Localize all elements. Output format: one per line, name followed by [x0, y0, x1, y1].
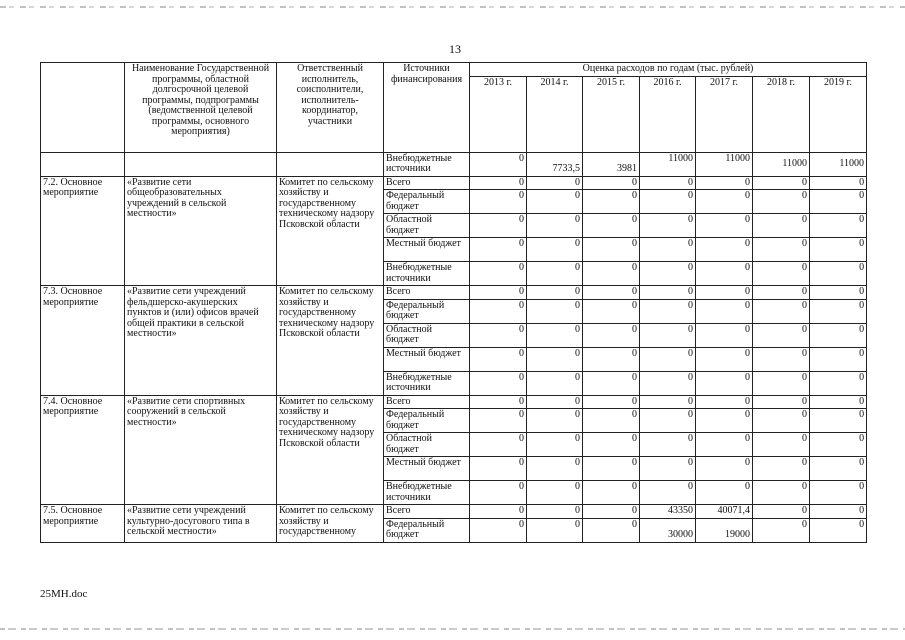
- header-col-executor: Ответственный исполнитель, соисполнители, исполнитель-координатор, участники: [277, 63, 384, 153]
- value-cell: 0: [527, 238, 583, 262]
- value-cell: 0: [753, 286, 810, 300]
- source-label: Внебюджетные источники: [384, 262, 470, 286]
- measure-executor: Комитет по сельскому хозяйству и государственному техническому надзору Псковской области: [277, 286, 384, 396]
- value-cell: 0: [640, 457, 696, 481]
- measure-title: «Развитие сети общеобразовательных учреждений в сельской местности»: [125, 176, 277, 286]
- value-cell: 0: [810, 457, 867, 481]
- value-cell: 0: [696, 347, 753, 371]
- value-cell: 0: [583, 299, 640, 323]
- measure-code: 7.2. Основное мероприятие: [41, 176, 125, 286]
- value-cell: 0: [640, 409, 696, 433]
- value-cell: 0: [696, 214, 753, 238]
- value-cell: 7733,5: [527, 152, 583, 176]
- value-cell: 0: [470, 481, 527, 505]
- value-cell: 0: [810, 481, 867, 505]
- value-cell: 0: [753, 518, 810, 542]
- value-cell: 0: [470, 347, 527, 371]
- value-cell: 0: [527, 176, 583, 190]
- budget-table: [40, 62, 867, 543]
- source-label: Областной бюджет: [384, 323, 470, 347]
- value-cell: 0: [753, 262, 810, 286]
- measure-code: 7.3. Основное мероприятие: [41, 286, 125, 396]
- value-cell: 0: [810, 262, 867, 286]
- measure-executor: Комитет по сельскому хозяйству и государственному: [277, 505, 384, 543]
- value-cell: 0: [583, 347, 640, 371]
- value-cell: 0: [470, 190, 527, 214]
- measure-title: «Развитие сети спортивных сооружений в сельской местности»: [125, 395, 277, 505]
- value-cell: 0: [527, 286, 583, 300]
- value-cell: 0: [470, 176, 527, 190]
- value-cell: 0: [583, 176, 640, 190]
- value-cell: 0: [470, 395, 527, 409]
- value-cell: 0: [583, 395, 640, 409]
- value-cell: 0: [696, 433, 753, 457]
- value-cell: 0: [527, 457, 583, 481]
- value-cell: 0: [810, 176, 867, 190]
- value-cell: 0: [583, 505, 640, 519]
- value-cell: 0: [810, 190, 867, 214]
- header-col-sources: Источники финансирования: [384, 63, 470, 153]
- value-cell: 0: [696, 238, 753, 262]
- table-row: [41, 176, 867, 190]
- value-cell: 0: [470, 371, 527, 395]
- value-cell: 0: [583, 433, 640, 457]
- value-cell: 43350: [640, 505, 696, 519]
- value-cell: 0: [470, 505, 527, 519]
- source-label: Всего: [384, 505, 470, 519]
- value-cell: 0: [753, 433, 810, 457]
- source-label: Внебюджетные источники: [384, 481, 470, 505]
- table-row: [41, 286, 867, 300]
- value-cell: 0: [696, 323, 753, 347]
- value-cell: 0: [470, 323, 527, 347]
- value-cell: 3981: [583, 152, 640, 176]
- value-cell: 0: [810, 347, 867, 371]
- source-label: Внебюджетные источники: [384, 152, 470, 176]
- value-cell: 0: [470, 238, 527, 262]
- value-cell: 0: [810, 505, 867, 519]
- header-expense-group: Оценка расходов по годам (тыс. рублей): [470, 63, 867, 77]
- value-cell: 0: [583, 286, 640, 300]
- value-cell: 0: [640, 299, 696, 323]
- scan-edge-bottom: [0, 628, 905, 630]
- value-cell: 0: [640, 395, 696, 409]
- value-cell: 0: [640, 323, 696, 347]
- value-cell: 0: [696, 457, 753, 481]
- value-cell: 0: [696, 371, 753, 395]
- value-cell: 0: [527, 481, 583, 505]
- value-cell: 0: [527, 409, 583, 433]
- value-cell: 0: [753, 457, 810, 481]
- value-cell: 0: [753, 190, 810, 214]
- value-cell: 0: [527, 395, 583, 409]
- value-cell: 0: [810, 409, 867, 433]
- header-row-top: [41, 63, 867, 77]
- source-label: Областной бюджет: [384, 433, 470, 457]
- value-cell: 0: [583, 214, 640, 238]
- value-cell: 0: [753, 299, 810, 323]
- source-label: Местный бюджет: [384, 457, 470, 481]
- value-cell: 0: [527, 371, 583, 395]
- value-cell: 0: [527, 299, 583, 323]
- value-cell: 0: [810, 323, 867, 347]
- value-cell: 0: [583, 518, 640, 542]
- value-cell: 0: [810, 214, 867, 238]
- value-cell: 0: [527, 347, 583, 371]
- value-cell: 0: [470, 299, 527, 323]
- value-cell: 0: [527, 505, 583, 519]
- value-cell: 40071,4: [696, 505, 753, 519]
- value-cell: 11000: [640, 152, 696, 176]
- value-cell: 0: [583, 238, 640, 262]
- value-cell: 0: [470, 409, 527, 433]
- value-cell: 0: [527, 262, 583, 286]
- header-year: 2015 г.: [583, 76, 640, 152]
- value-cell: 0: [810, 518, 867, 542]
- value-cell: 0: [696, 481, 753, 505]
- value-cell: 0: [696, 176, 753, 190]
- value-cell: 0: [753, 214, 810, 238]
- value-cell: 0: [696, 262, 753, 286]
- value-cell: 0: [810, 286, 867, 300]
- value-cell: 0: [527, 323, 583, 347]
- measure-title: «Развитие сети учреждений культурно-досугового типа в сельской местности»: [125, 505, 277, 543]
- value-cell: 0: [810, 433, 867, 457]
- source-label: Всего: [384, 176, 470, 190]
- value-cell: 0: [810, 371, 867, 395]
- value-cell: 0: [640, 433, 696, 457]
- value-cell: 11000: [696, 152, 753, 176]
- value-cell: 0: [640, 262, 696, 286]
- value-cell: 0: [470, 152, 527, 176]
- empty-cell: [41, 152, 125, 176]
- source-label: Федеральный бюджет: [384, 409, 470, 433]
- value-cell: 0: [753, 371, 810, 395]
- value-cell: 0: [810, 395, 867, 409]
- header-year: 2017 г.: [696, 76, 753, 152]
- value-cell: 30000: [640, 518, 696, 542]
- value-cell: 0: [753, 505, 810, 519]
- value-cell: 0: [753, 481, 810, 505]
- source-label: Внебюджетные источники: [384, 371, 470, 395]
- value-cell: 0: [640, 176, 696, 190]
- value-cell: 0: [753, 176, 810, 190]
- value-cell: 0: [696, 286, 753, 300]
- value-cell: 0: [640, 347, 696, 371]
- value-cell: 0: [470, 262, 527, 286]
- value-cell: 0: [583, 190, 640, 214]
- value-cell: 0: [640, 190, 696, 214]
- value-cell: 0: [527, 518, 583, 542]
- value-cell: 0: [583, 481, 640, 505]
- value-cell: 0: [470, 518, 527, 542]
- value-cell: 0: [583, 262, 640, 286]
- footer-filename: 25МН.doc: [40, 588, 88, 600]
- page-number: 13: [449, 42, 461, 56]
- source-label: Областной бюджет: [384, 214, 470, 238]
- value-cell: 0: [470, 286, 527, 300]
- value-cell: 0: [640, 286, 696, 300]
- source-label: Всего: [384, 286, 470, 300]
- value-cell: 0: [527, 214, 583, 238]
- empty-cell: [277, 152, 384, 176]
- table-row-carry: [41, 152, 867, 176]
- measure-code: 7.5. Основное мероприятие: [41, 505, 125, 543]
- table-row: [41, 395, 867, 409]
- value-cell: 0: [696, 299, 753, 323]
- source-label: Федеральный бюджет: [384, 518, 470, 542]
- measure-executor: Комитет по сельскому хозяйству и государственному техническому надзору Псковской области: [277, 176, 384, 286]
- value-cell: 0: [583, 457, 640, 481]
- value-cell: 0: [470, 433, 527, 457]
- measure-executor: Комитет по сельскому хозяйству и государственному техническому надзору Псковской области: [277, 395, 384, 505]
- empty-cell: [125, 152, 277, 176]
- value-cell: 0: [640, 214, 696, 238]
- value-cell: 0: [640, 371, 696, 395]
- value-cell: 0: [810, 238, 867, 262]
- value-cell: 0: [753, 409, 810, 433]
- source-label: Местный бюджет: [384, 347, 470, 371]
- value-cell: 0: [696, 409, 753, 433]
- table-row: [41, 505, 867, 519]
- header-col-code: [41, 63, 125, 153]
- value-cell: 0: [640, 238, 696, 262]
- header-year: 2018 г.: [753, 76, 810, 152]
- value-cell: 0: [470, 457, 527, 481]
- value-cell: 11000: [753, 152, 810, 176]
- source-label: Федеральный бюджет: [384, 299, 470, 323]
- value-cell: 0: [640, 481, 696, 505]
- value-cell: 0: [527, 433, 583, 457]
- value-cell: 0: [527, 190, 583, 214]
- value-cell: 0: [696, 190, 753, 214]
- scan-edge-top: [0, 6, 905, 8]
- header-year: 2019 г.: [810, 76, 867, 152]
- value-cell: 11000: [810, 152, 867, 176]
- value-cell: 0: [583, 371, 640, 395]
- source-label: Местный бюджет: [384, 238, 470, 262]
- value-cell: 0: [583, 323, 640, 347]
- source-label: Федеральный бюджет: [384, 190, 470, 214]
- header-year: 2016 г.: [640, 76, 696, 152]
- header-year: 2013 г.: [470, 76, 527, 152]
- value-cell: 0: [810, 299, 867, 323]
- value-cell: 0: [753, 347, 810, 371]
- measure-title: «Развитие сети учреждений фельдшерско-акушерских пунктов и (или) офисов врачей общей практики в сельской местности»: [125, 286, 277, 396]
- measure-code: 7.4. Основное мероприятие: [41, 395, 125, 505]
- value-cell: 0: [470, 214, 527, 238]
- header-col-program: Наименование Государственной программы, областной долгосрочной целевой программы, подпрограммы (ведомственной целевой программы, основного мероприятия): [125, 63, 277, 153]
- source-label: Всего: [384, 395, 470, 409]
- value-cell: 0: [753, 238, 810, 262]
- value-cell: 0: [753, 323, 810, 347]
- value-cell: 0: [583, 409, 640, 433]
- value-cell: 19000: [696, 518, 753, 542]
- header-year: 2014 г.: [527, 76, 583, 152]
- value-cell: 0: [753, 395, 810, 409]
- value-cell: 0: [696, 395, 753, 409]
